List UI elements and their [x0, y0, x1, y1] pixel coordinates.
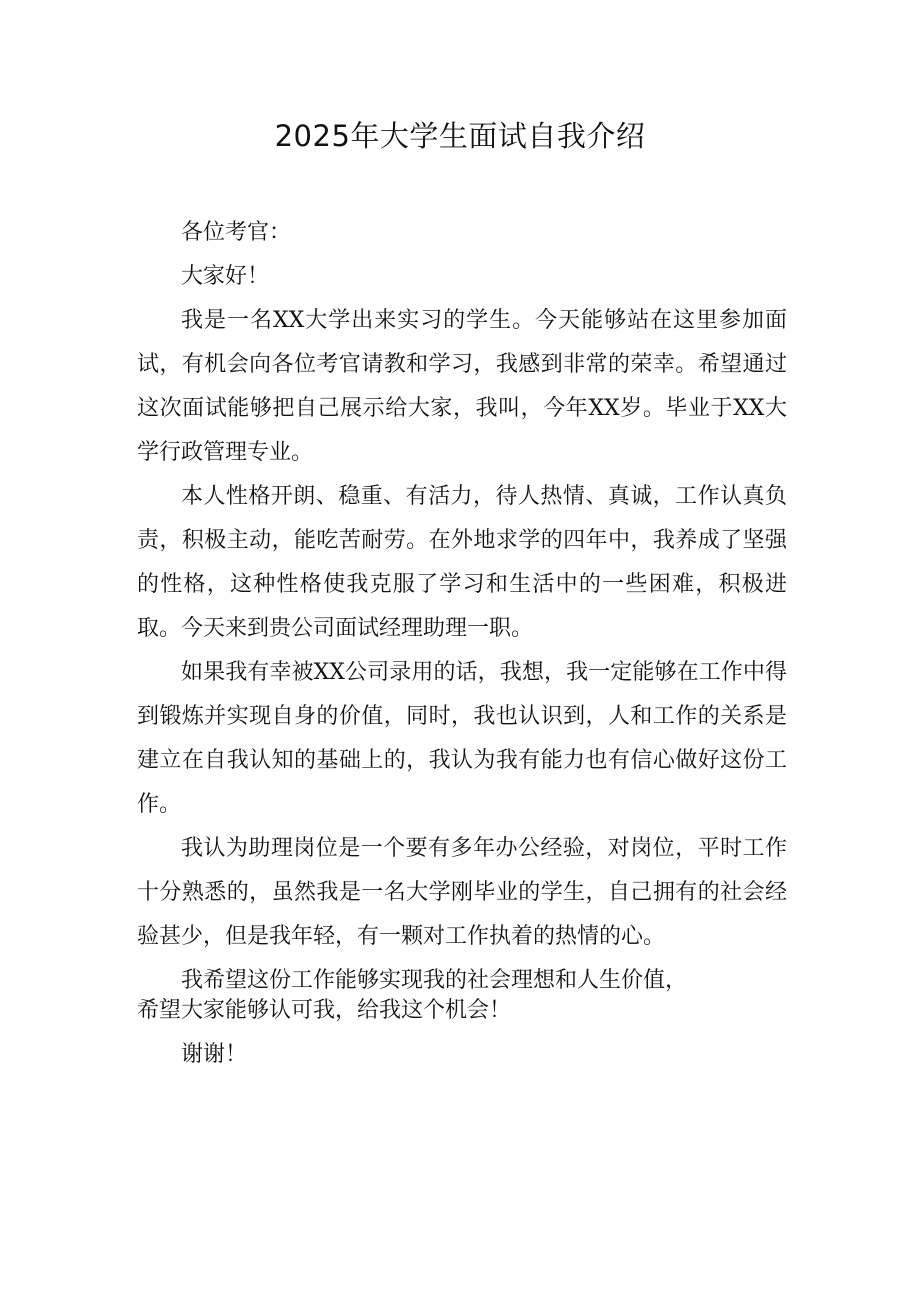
closing-line-2: 希望大家能够认可我，给我这个机会！	[137, 998, 512, 1023]
thanks-line: 谢谢！	[181, 1042, 248, 1067]
paragraph-position: 我认为助理岗位是一个要有多年办公经验，对岗位，平时工作十分熟悉的，虽然我是一名大学刚毕业的学生，自己拥有的社会经验甚少，但是我年轻，有一颗对工作执着的热情的心。	[137, 836, 787, 949]
paragraph-intro: 我是一名XX大学出来实习的学生。今天能够站在这里参加面试，有机会向各位考官请教和学习，我感到非常的荣幸。希望通过这次面试能够把自己展示给大家，我叫，今年XX岁。毕业于XX大学行政管理专业。	[137, 308, 787, 465]
paragraph-personality: 本人性格开朗、稳重、有活力，待人热情、真诚，工作认真负责，积极主动，能吃苦耐劳。在外地求学的四年中，我养成了坚强的性格，这种性格使我克服了学习和生活中的一些困难，积极进取。今天来到贵公司面试经理助理一职。	[137, 484, 787, 641]
greeting-examiners: 各位考官：	[181, 220, 292, 245]
document-body	[137, 211, 787, 1077]
closing-line-1: 我希望这份工作能够实现我的社会理想和人生价值，	[181, 968, 688, 993]
paragraph-hiring: 如果我有幸被XX公司录用的话，我想，我一定能够在工作中得到锻炼并实现自身的价值，同时，我也认识到，人和工作的关系是建立在自我认知的基础上的，我认为我有能力也有信心做好这份工作。	[137, 660, 787, 817]
document-title: 2025年大学生面试自我介绍	[274, 119, 646, 153]
greeting-hello: 大家好！	[181, 264, 270, 289]
